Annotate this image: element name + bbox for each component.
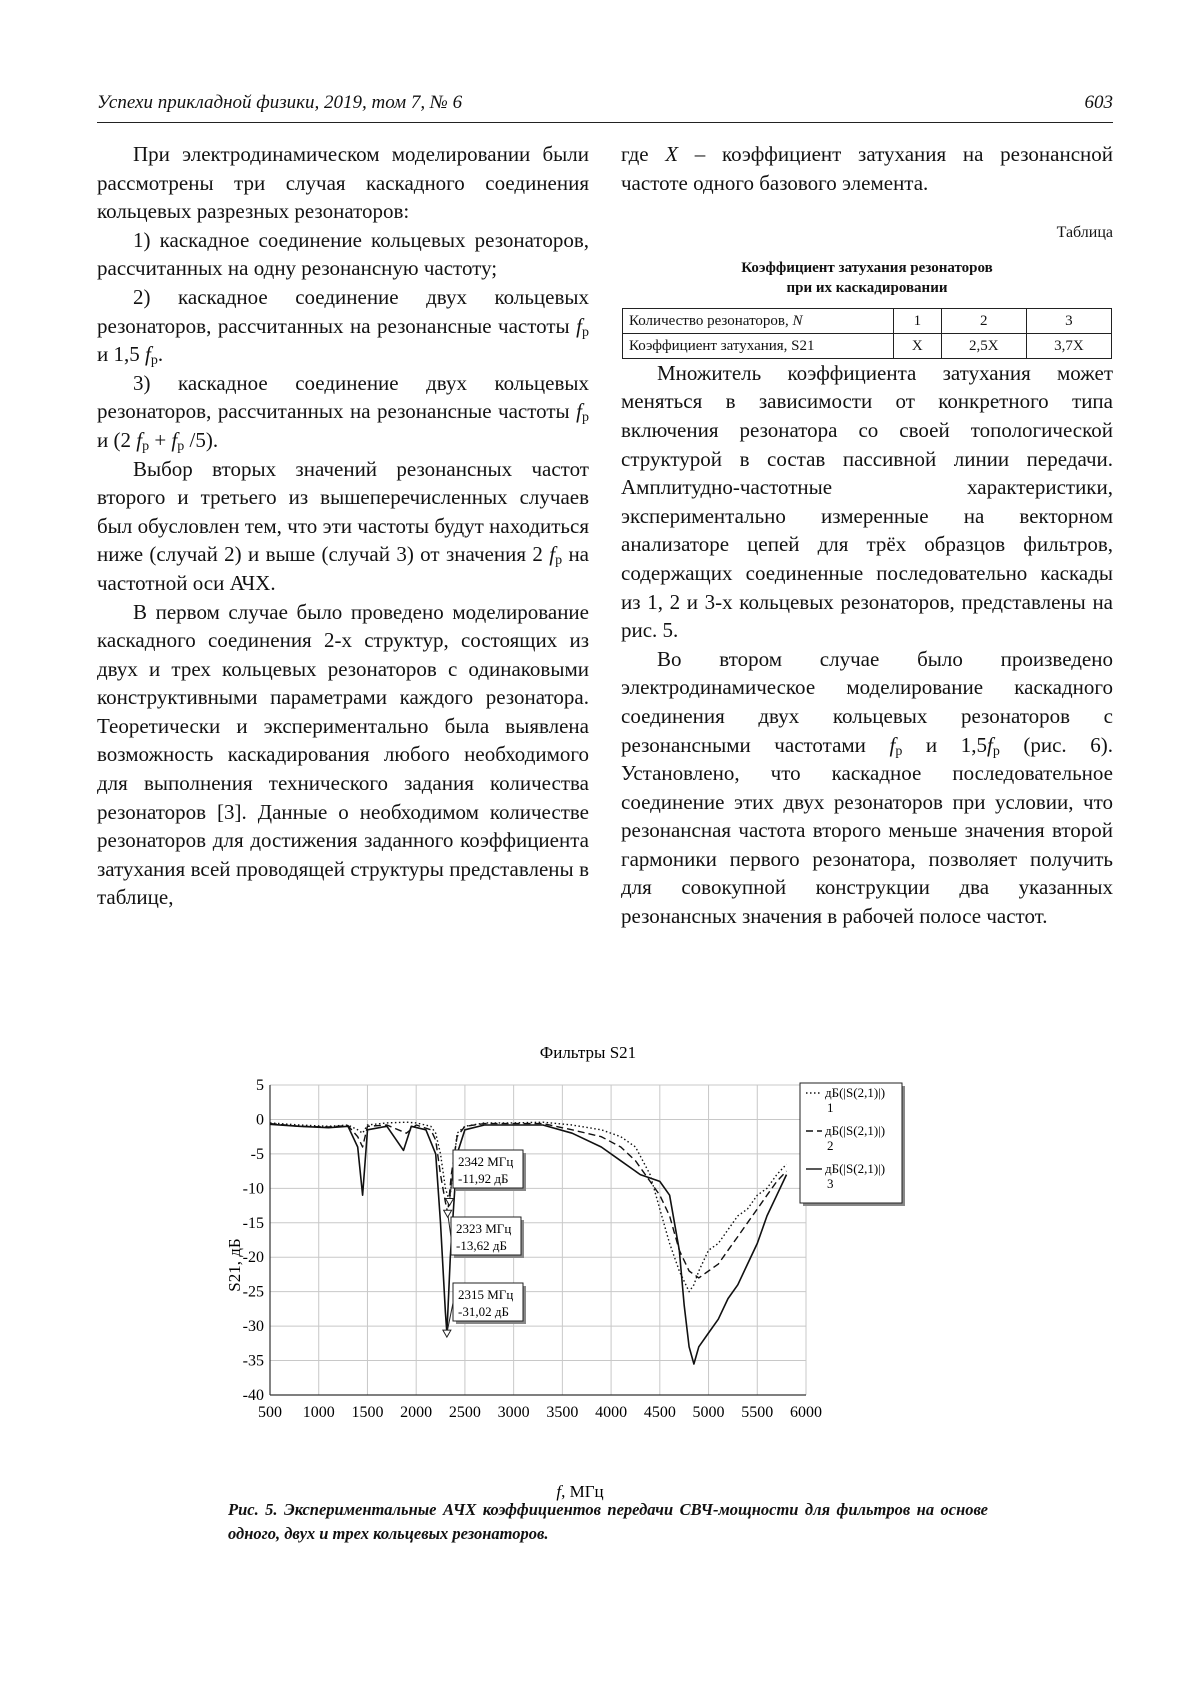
x-tick-label: 5500 [741,1404,774,1421]
x-tick-label: 3000 [497,1404,530,1421]
y-tick-label: -20 [242,1249,264,1267]
table-cell: 3,7X [1026,333,1111,358]
journal-title: Успехи прикладной физики, 2019, том 7, № 6 [97,92,463,113]
left-column [97,140,589,912]
annotation-value: -11,92 дБ [458,1171,509,1186]
figure-5 [225,1035,998,1505]
annotation-freq: 2315 МГц [458,1287,514,1302]
x-tick-label: 1500 [351,1404,384,1421]
y-tick-label: -35 [242,1352,264,1370]
table-cell: X [894,333,942,358]
paragraph: При электродинамическом моделировании были рассмотрены три случая каскадного соединения кольцевых разрезных резонаторов: [97,142,589,224]
chart-annotations [443,1150,526,1337]
annotation-leader [450,1170,453,1202]
y-tick-label: -30 [242,1318,264,1336]
y-tick-label: 5 [256,1077,264,1094]
table-cell: 3 [1026,308,1111,333]
figure-caption: Рис. 5. Экспериментальные АЧХ коэффициентов передачи СВЧ-мощности для фильтров на основе одного, двух и трех кольцевых резонаторов. [228,1500,988,1543]
x-tick-label: 500 [258,1404,282,1421]
x-tick-label: 5000 [692,1404,725,1421]
y-axis-label: S21, дБ [225,1238,244,1292]
right-column [621,140,1113,931]
list-item: 3) каскадное соединение двух кольцевых резонаторов, рассчитанных на резонансные частоты $f_р$ и (2 $f_р + f_р$ /5). [97,370,589,454]
legend-index: 2 [827,1138,834,1153]
data-table [622,308,1112,359]
table-row [623,333,1112,358]
y-tick-label: -5 [250,1145,264,1163]
paragraph: где X – коэффициент затухания на резонансной частоте одного базового элемента. [621,142,1113,195]
x-tick-label: 1000 [302,1404,335,1421]
list-item: 1) каскадное соединение кольцевых резонаторов, рассчитанных на одну резонансную частоту; [97,227,589,281]
table-cell: Коэффициент затухания, S21 [623,333,894,358]
legend-label: дБ(|S(2,1)|) [825,1085,886,1100]
x-tick-label: 2500 [448,1404,481,1421]
chart-title: Фильтры S21 [539,1043,637,1062]
paragraph: Во втором случае было произведено электродинамическое моделирование каскадного соединения двух кольцевых резонаторов с резонансными частотами $f_р$ и $1,5f_р$ (рис. 6). Установлено, что каскадное последовательное соединение этих двух резонаторов при условии, что резонансная частота второго меньше значения второй гармоники первого резонатора, позволяет получить для совокупной конструкции два указанных резонансных значения в рабочей полосе частот. [621,646,1113,929]
marker-triangle [443,1330,451,1337]
y-tick-label: 0 [256,1111,264,1129]
page-number: 603 [1084,92,1113,113]
marker-triangle [444,1210,452,1217]
x-axis-label: f, МГц [556,1482,604,1501]
legend-index: 3 [827,1176,834,1191]
s21-chart [225,1035,998,1505]
table-row [623,308,1112,333]
marker-triangle [446,1199,454,1206]
legend-box [800,1083,902,1203]
annotation-freq: 2323 МГц [456,1221,512,1236]
chart-axes [243,1077,822,1421]
y-tick-label: -40 [242,1387,264,1404]
x-tick-label: 6000 [790,1404,822,1421]
legend-label: дБ(|S(2,1)|) [825,1161,886,1176]
annotation-value: -13,62 дБ [456,1238,507,1253]
x-tick-label: 2000 [400,1404,433,1421]
legend-index: 1 [827,1100,834,1115]
chart-legend [800,1083,905,1206]
x-tick-label: 4000 [595,1404,628,1421]
x-tick-label: 3500 [546,1404,579,1421]
table-label: Таблица [1056,224,1113,242]
paragraph: В первом случае было проведено моделирование каскадного соединения 2-х структур, состоящих из двух и трех кольцевых резонаторов с одинаковыми конструктивными параметрами каждого резонатора. Теоретически и экспериментально была выявлена возможность каскадирования любого необходимого для выполнения технического задания количества резонаторов [3]. Данные о необходимом количестве резонаторов для достижения заданного коэффициента затухания всей проводящей структуры представлены в таблице, [97,599,589,910]
header-rule [97,122,1113,123]
paragraph: Выбор вторых значений резонансных частот второго и третьего из вышеперечисленных случаев был обусловлен тем, что эти частоты будут находиться ниже (случай 2) и выше (случай 3) от значения 2 $f_р$ на частотной оси АЧХ. [97,456,590,595]
table-cell: 2 [941,308,1026,333]
table-cell: Количество резонаторов, N [623,308,894,333]
table-title: Коэффициент затухания резонаторов при их каскадировании [741,259,993,296]
list-item: 2) каскадное соединение двух кольцевых резонаторов, рассчитанных на резонансные частоты $f_р$ и 1,5 $f_р$. [97,284,589,369]
y-tick-label: -25 [242,1283,264,1301]
table-cell: 1 [894,308,942,333]
table-cell: 2,5X [941,333,1026,358]
y-tick-label: -15 [242,1214,264,1232]
legend-label: дБ(|S(2,1)|) [825,1123,886,1138]
x-tick-label: 4500 [643,1404,676,1421]
paragraph: Множитель коэффициента затухания может меняться в зависимости от конкретного типа включения резонатора со своей топологической структурой в состав пассивной линии передачи. Амплитудно-частотные характеристики, экспериментально измеренные на векторном анализаторе цепей для трёх образцов фильтров, содержащих соединенные последовательно каскады из 1, 2 и 3-х кольцевых резонаторов, представлены на рис. 5. [621,360,1113,643]
annotation-freq: 2342 МГц [458,1154,514,1169]
y-tick-label: -10 [242,1180,264,1198]
page-header [97,88,1113,122]
annotation-value: -31,02 дБ [458,1304,509,1319]
